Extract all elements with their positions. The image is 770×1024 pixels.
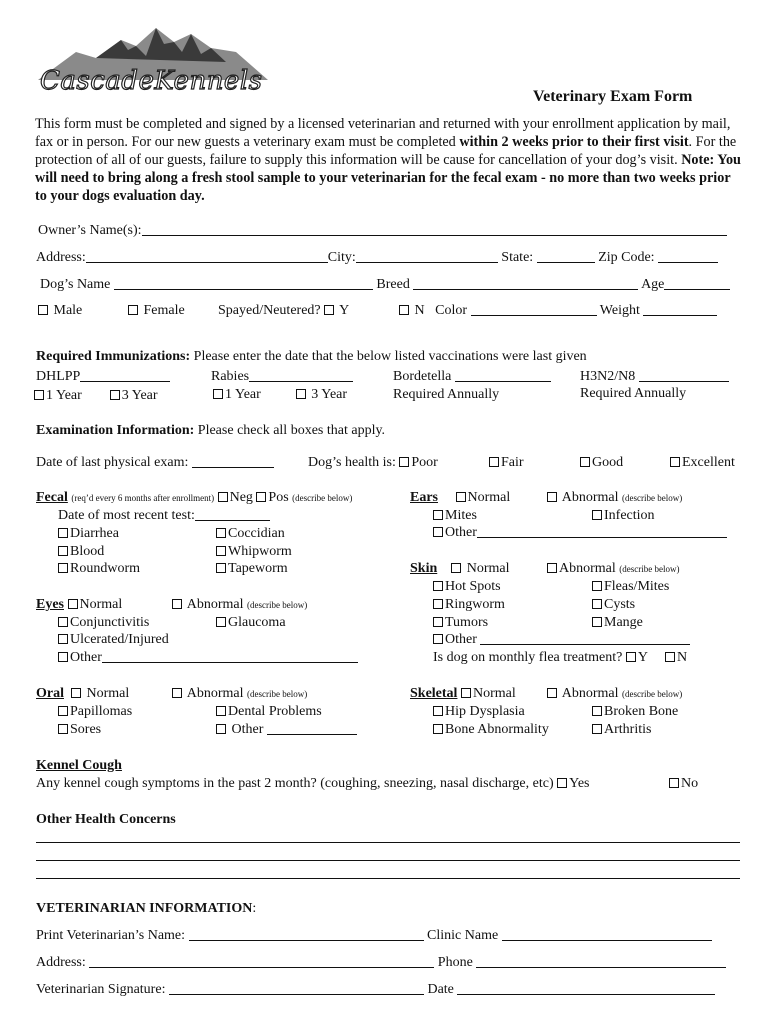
spayed-no-label: N: [414, 303, 425, 318]
last-exam-row: [36, 454, 274, 471]
ulcerated-label: Ulcerated/Injured: [70, 632, 169, 647]
eyes-normal-checkbox[interactable]: [68, 599, 78, 609]
fecal-test-field[interactable]: [195, 507, 270, 521]
spayed-yes-label: Y: [339, 303, 350, 318]
date-field[interactable]: [457, 981, 715, 995]
hot-spots-option: [433, 578, 501, 595]
phone-field[interactable]: [476, 954, 726, 968]
spayed-no-option: [399, 302, 717, 319]
kennel-question-row: [36, 775, 590, 792]
h3n2-row: [580, 368, 729, 385]
oral-heading: Oral: [36, 686, 64, 701]
clinic-field[interactable]: [502, 927, 712, 941]
owners-name-field[interactable]: [142, 222, 727, 236]
fleas-label: Fleas/Mites: [604, 579, 670, 594]
poor-label: Poor: [411, 455, 438, 470]
kennel-heading: Kennel Cough: [36, 758, 122, 773]
skeletal-describe: (describe below): [622, 689, 683, 699]
weight-label: Weight: [599, 303, 640, 318]
papillomas-option: [58, 703, 132, 720]
broken-checkbox[interactable]: [592, 706, 602, 716]
kennel-question: Any kennel cough symptoms in the past 2 month? (coughing, sneezing, nasal discharge, etc): [36, 776, 554, 791]
kennel-yes-checkbox[interactable]: [557, 778, 567, 788]
intro-text-2: . For the protection of all of our guests, failure to supply this information will be cause for cancellation of your dog’s visit.: [35, 134, 737, 168]
flea-treatment-question: Is dog on monthly flea treatment?: [433, 650, 623, 665]
sores-checkbox[interactable]: [58, 724, 68, 734]
flea-no-checkbox[interactable]: [665, 652, 675, 662]
sores-label: Sores: [70, 722, 102, 737]
sores-option: [58, 721, 101, 738]
infection-label: Infection: [604, 508, 655, 523]
cysts-label: Cysts: [604, 597, 636, 612]
tapeworm-label: Tapeworm: [228, 561, 288, 576]
ears-normal-label: Normal: [467, 490, 511, 505]
tumors-checkbox[interactable]: [433, 617, 443, 627]
bone-abn-option: [433, 721, 549, 738]
infection-checkbox[interactable]: [592, 510, 602, 520]
oral-abnormal-label: Abnormal: [186, 686, 244, 701]
address-field[interactable]: [86, 249, 328, 263]
hip-checkbox[interactable]: [433, 706, 443, 716]
h3n2-field[interactable]: [639, 368, 729, 382]
vet-address-row: [36, 954, 726, 971]
oral-other-label: Other: [231, 722, 264, 737]
skin-abnormal-label: Abnormal: [559, 561, 616, 576]
fair-checkbox[interactable]: [489, 457, 499, 467]
male-checkbox[interactable]: [38, 305, 48, 315]
weight-field[interactable]: [643, 302, 717, 316]
spayed-yes-checkbox[interactable]: [324, 305, 334, 315]
diarrhea-checkbox[interactable]: [58, 528, 68, 538]
diarrhea-option: [58, 525, 119, 542]
flea-yes-label: Y: [637, 650, 648, 665]
oral-abnormal-option: [172, 685, 307, 703]
intro-bold-1: within 2 weeks prior to their first visit: [459, 134, 689, 150]
eyes-normal-label: Normal: [79, 597, 123, 612]
exam-heading: Examination Information:: [36, 423, 195, 438]
roundworm-option: [58, 560, 140, 577]
eyes-describe: (describe below): [247, 600, 308, 610]
dhlpp-terms: [34, 387, 158, 404]
logo: [36, 22, 272, 104]
ringworm-checkbox[interactable]: [433, 599, 443, 609]
eyes-other-field[interactable]: [102, 649, 358, 663]
ears-describe: (describe below): [622, 493, 683, 503]
skin-other-label: Other: [445, 632, 477, 647]
skin-describe: (describe below): [619, 564, 680, 574]
fair-option: [489, 454, 524, 471]
concerns-line-2[interactable]: [36, 860, 740, 861]
skeletal-normal-checkbox[interactable]: [461, 688, 471, 698]
zip-field[interactable]: [658, 249, 718, 263]
dental-option: [216, 703, 322, 720]
state-label: State:: [501, 250, 534, 265]
female-label: Female: [143, 303, 185, 318]
dhlpp-3yr-checkbox[interactable]: [110, 390, 120, 400]
age-field[interactable]: [664, 276, 730, 290]
kennel-no-checkbox[interactable]: [669, 778, 679, 788]
oral-abnormal-checkbox[interactable]: [172, 688, 182, 698]
dhlpp-1yr-checkbox[interactable]: [34, 390, 44, 400]
ears-heading: Ears: [410, 490, 438, 505]
bordetella-note: Required Annually: [393, 387, 500, 402]
eyes-abnormal-label: Abnormal: [186, 597, 244, 612]
vet-heading: VETERINARIAN INFORMATION: [36, 901, 253, 916]
signature-label: Veterinarian Signature:: [36, 982, 166, 997]
fecal-test-row: [58, 507, 270, 524]
rabies-1yr-label: 1 Year: [225, 387, 261, 402]
oral-other-option: [216, 721, 357, 738]
eyes-abnormal-checkbox[interactable]: [172, 599, 182, 609]
state-field[interactable]: [537, 249, 595, 263]
ears-abnormal-option: [547, 489, 682, 507]
coccidian-label: Coccidian: [228, 526, 285, 541]
skin-heading: Skin: [410, 561, 438, 576]
rabies-3yr-checkbox[interactable]: [296, 389, 306, 399]
sex-row: [38, 302, 82, 319]
skeletal-abnormal-checkbox[interactable]: [547, 688, 557, 698]
kennel-no-option: [669, 775, 698, 792]
zip-label: Zip Code:: [598, 250, 655, 265]
bordetella-label: Bordetella: [393, 369, 452, 384]
vet-header: [36, 900, 256, 917]
arthritis-checkbox[interactable]: [592, 724, 602, 734]
immunizations-instructions: Please enter the date that the below listed vaccinations were last given: [193, 349, 587, 364]
city-label: City:: [327, 250, 356, 265]
broken-option: [592, 703, 678, 720]
dhlpp-row: [36, 368, 170, 385]
ears-header: [410, 489, 510, 506]
rabies-field[interactable]: [249, 368, 353, 382]
eyes-heading: Eyes: [36, 597, 64, 612]
flea-yes-checkbox[interactable]: [626, 652, 636, 662]
mites-option: [433, 507, 477, 524]
blood-label: Blood: [70, 544, 105, 559]
vet-name-label: Print Veterinarian’s Name:: [36, 928, 186, 943]
cysts-option: [592, 596, 635, 613]
conjunctivitis-label: Conjunctivitis: [70, 615, 150, 630]
eyes-other-option: [58, 649, 358, 666]
rabies-3yr-label: 3 Year: [311, 387, 348, 402]
excellent-checkbox[interactable]: [670, 457, 680, 467]
diarrhea-label: Diarrhea: [70, 526, 119, 541]
whipworm-label: Whipworm: [228, 544, 292, 559]
dental-label: Dental Problems: [228, 704, 322, 719]
fecal-neg-checkbox[interactable]: [218, 492, 228, 502]
ulcerated-option: [58, 631, 169, 648]
intro-text-1: This form must be completed and signed by a licensed veterinarian and returned with your enrollment application by mail, fax or in person. For our new guests a veterinary exam must be completed: [35, 116, 731, 150]
skeletal-abnormal-option: [547, 685, 682, 703]
last-exam-label: Date of last physical exam:: [36, 455, 189, 470]
mange-label: Mange: [604, 615, 643, 630]
glaucoma-checkbox[interactable]: [216, 617, 226, 627]
skeletal-heading: Skeletal: [410, 686, 458, 701]
fecal-heading: Fecal: [36, 490, 68, 505]
last-exam-field[interactable]: [192, 454, 274, 468]
vet-name-field[interactable]: [189, 927, 424, 941]
vet-address-field[interactable]: [89, 954, 434, 968]
concerns-line-3[interactable]: [36, 878, 740, 879]
phone-label: Phone: [437, 955, 473, 970]
ears-other-label: Other: [445, 525, 477, 540]
breed-label: Breed: [376, 277, 410, 292]
ears-other-checkbox[interactable]: [433, 527, 443, 537]
whipworm-option: [216, 543, 292, 560]
hot-spots-label: Hot Spots: [445, 579, 501, 594]
spayed-label: Spayed/Neutered?: [218, 303, 321, 318]
exam-header: [36, 422, 385, 439]
address-row: [36, 249, 718, 266]
ears-other-field[interactable]: [477, 524, 727, 538]
immunizations-heading: Required Immunizations:: [36, 349, 191, 364]
vet-heading-colon: :: [252, 901, 257, 916]
spayed-no-checkbox[interactable]: [399, 305, 409, 315]
concerns-heading: Other Health Concerns: [36, 812, 176, 827]
good-option: [580, 454, 623, 471]
dhlpp-3yr-label: 3 Year: [121, 388, 158, 403]
oral-other-checkbox[interactable]: [216, 724, 226, 734]
papillomas-checkbox[interactable]: [58, 706, 68, 716]
oral-normal-label: Normal: [86, 686, 130, 701]
glaucoma-label: Glaucoma: [228, 615, 286, 630]
cysts-checkbox[interactable]: [592, 599, 602, 609]
dog-row: [40, 276, 730, 293]
papillomas-label: Papillomas: [70, 704, 133, 719]
skin-header: [410, 560, 510, 577]
skin-abnormal-checkbox[interactable]: [547, 563, 557, 573]
roundworm-label: Roundworm: [70, 561, 140, 576]
bone-abn-checkbox[interactable]: [433, 724, 443, 734]
mites-checkbox[interactable]: [433, 510, 443, 520]
blood-checkbox[interactable]: [58, 546, 68, 556]
health-label: Dog’s health is:: [308, 455, 396, 470]
eyes-header: [36, 596, 122, 613]
dhlpp-1yr-label: 1 Year: [46, 388, 82, 403]
fecal-pos-checkbox[interactable]: [256, 492, 266, 502]
eyes-abnormal-option: [172, 596, 307, 614]
vet-signature-row: [36, 981, 715, 998]
glaucoma-option: [216, 614, 286, 631]
fecal-header: [36, 489, 352, 507]
age-label: Age: [641, 277, 665, 292]
dogs-name-label: Dog’s Name: [40, 277, 111, 292]
logo-wordmark: CascadeKennels: [40, 66, 263, 96]
dogs-name-field[interactable]: [114, 276, 373, 290]
roundworm-checkbox[interactable]: [58, 563, 68, 573]
oral-header: [36, 685, 129, 702]
rabies-label: Rabies: [211, 369, 250, 384]
skin-normal-checkbox[interactable]: [451, 563, 461, 573]
fleas-checkbox[interactable]: [592, 581, 602, 591]
h3n2-label: H3N2/N8: [580, 369, 636, 384]
conjunctivitis-checkbox[interactable]: [58, 617, 68, 627]
mites-label: Mites: [445, 508, 477, 523]
vet-address-label: Address:: [36, 955, 86, 970]
skin-other-checkbox[interactable]: [433, 634, 443, 644]
spayed-option: [218, 302, 349, 319]
skeletal-header: [410, 685, 516, 702]
bordetella-row: [393, 368, 551, 385]
eyes-other-checkbox[interactable]: [58, 652, 68, 662]
owners-name-row: [38, 222, 727, 239]
coccidian-option: [216, 525, 285, 542]
flea-no-label: N: [676, 650, 688, 665]
poor-checkbox[interactable]: [399, 457, 409, 467]
fecal-describe: (describe below): [292, 493, 353, 503]
dhlpp-label: DHLPP: [36, 369, 81, 384]
health-row: [308, 454, 438, 471]
good-checkbox[interactable]: [580, 457, 590, 467]
tumors-option: [433, 614, 488, 631]
infection-option: [592, 507, 655, 524]
ringworm-label: Ringworm: [445, 597, 505, 612]
immunizations-header: [36, 348, 587, 365]
signature-field[interactable]: [169, 981, 424, 995]
mange-option: [592, 614, 643, 631]
skin-abnormal-option: [547, 560, 680, 578]
conjunctivitis-option: [58, 614, 149, 631]
exam-instructions: Please check all boxes that apply.: [197, 423, 386, 438]
date-label: Date: [427, 982, 454, 997]
male-label: Male: [53, 303, 83, 318]
tumors-label: Tumors: [445, 615, 489, 630]
hip-option: [433, 703, 525, 720]
blood-option: [58, 543, 104, 560]
hip-label: Hip Dysplasia: [445, 704, 525, 719]
eyes-other-label: Other: [70, 650, 102, 665]
bordetella-field[interactable]: [455, 368, 551, 382]
fecal-pos-label: Pos: [268, 490, 289, 505]
oral-normal-checkbox[interactable]: [71, 688, 81, 698]
color-label: Color: [435, 303, 468, 318]
ears-normal-checkbox[interactable]: [456, 492, 466, 502]
fecal-note: (req’d every 6 months after enrollment): [71, 493, 215, 503]
kennel-yes-label: Yes: [569, 776, 590, 791]
tapeworm-option: [216, 560, 288, 577]
oral-describe: (describe below): [247, 689, 308, 699]
ears-other-option: [433, 524, 727, 541]
female-checkbox[interactable]: [128, 305, 138, 315]
ulcerated-checkbox[interactable]: [58, 634, 68, 644]
rabies-1yr-checkbox[interactable]: [213, 389, 223, 399]
fleas-option: [592, 578, 669, 595]
whipworm-checkbox[interactable]: [216, 546, 226, 556]
h3n2-note: Required Annually: [580, 386, 687, 401]
arthritis-label: Arthritis: [604, 722, 652, 737]
rabies-row: [211, 368, 353, 385]
clinic-label: Clinic Name: [427, 928, 499, 943]
flea-treatment-row: [433, 649, 687, 666]
form-title: Veterinary Exam Form: [533, 88, 693, 105]
dental-checkbox[interactable]: [216, 706, 226, 716]
ringworm-option: [433, 596, 505, 613]
owners-name-label: Owner’s Name(s):: [38, 223, 142, 238]
intro-bold-2: Note: You will need to bring along a fresh stool sample to your veterinarian for the fecal exam - no more than two weeks prior to your dogs evaluation day.: [35, 152, 741, 204]
bone-abn-label: Bone Abnormality: [445, 722, 549, 737]
concerns-line-1[interactable]: [36, 842, 740, 843]
fecal-neg-label: Neg: [229, 490, 253, 505]
skin-other-option: [433, 631, 690, 648]
ears-abnormal-checkbox[interactable]: [547, 492, 557, 502]
oral-other-field[interactable]: [267, 721, 357, 735]
female-option: [128, 302, 185, 319]
excellent-option: [670, 454, 735, 471]
rabies-terms: [213, 386, 347, 403]
fecal-test-label: Date of most recent test:: [58, 508, 195, 523]
city-field[interactable]: [356, 249, 498, 263]
color-field[interactable]: [471, 302, 597, 316]
dhlpp-field[interactable]: [80, 368, 170, 382]
coccidian-checkbox[interactable]: [216, 528, 226, 538]
skin-normal-label: Normal: [466, 561, 510, 576]
skin-other-field[interactable]: [480, 631, 690, 645]
tapeworm-checkbox[interactable]: [216, 563, 226, 573]
vet-name-row: [36, 927, 712, 944]
excellent-label: Excellent: [682, 455, 735, 470]
skeletal-abnormal-label: Abnormal: [561, 686, 619, 701]
breed-field[interactable]: [413, 276, 638, 290]
kennel-no-label: No: [681, 776, 699, 791]
good-label: Good: [592, 455, 624, 470]
address-label: Address:: [36, 250, 86, 265]
skeletal-normal-label: Normal: [472, 686, 516, 701]
mange-checkbox[interactable]: [592, 617, 602, 627]
broken-label: Broken Bone: [604, 704, 679, 719]
ears-abnormal-label: Abnormal: [561, 490, 619, 505]
fair-label: Fair: [501, 455, 524, 470]
hot-spots-checkbox[interactable]: [433, 581, 443, 591]
intro-paragraph: [35, 115, 745, 205]
arthritis-option: [592, 721, 651, 738]
